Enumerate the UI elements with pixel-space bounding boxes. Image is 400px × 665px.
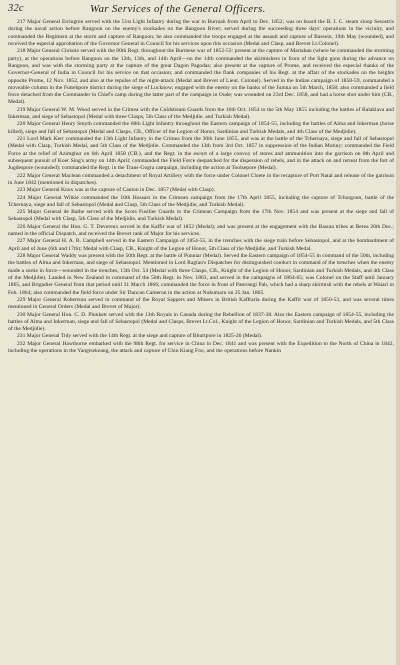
paragraph-229: 229 Major General Robertson served in command of the Royal Sappers and Miners in British Kaffraria during the Kaffir war of 1850-53, and was several times mentioned in General Orders (Medal and Brevet of Major). bbox=[8, 296, 394, 311]
paragraph-227: 227 Major General H. A. B. Campbell served in the Eastern Campaign of 1854-55, in the trenches with the siege train before Sebastopol, and at the bombardment of April and of June (6th and 17th); Medal with Clasp, CB., Knight of the Legion of Honor, 5th Class of the Medjidie, and Turkish Medal. bbox=[8, 238, 394, 252]
paragraph-218: 218 Major General Christie served with the 80th Regt. throughout the Burmese war of 1852-53: present at the capture of Martaban (where he commanded the storming party), at the operations before Rangoon on the 12th, 13th, and 14th April—on the 14th commanded the skirmishers in front of the light guns during the advance on Rangoon, and was with the storming party at the capture of the great Dagon Pagodas; also present at the capture of Prome, and received the especial thanks of the Governor-General of India in Council for his service on that occasion; and commanded the flank companies of his Regt. at the affair of the stockades on the heights opposite Prome, 12 Nov. 1852, and also at the repulse of the night-attack (Medal and Brevet of Lieut. Colonel). Served in the Indian campaign of 1858-59, commanded a moveable column in the Futtehpore district during the siege of Lucknow; engaged with the enemy on the banks of the Jumna on 5th March, 1858; also commanded a field force detached from the Commander in Chief's camp during the latter part of the campaign in Oude; was wounded on 23rd Dec. 1858, and had a horse shot under him (CB., Medal). bbox=[8, 48, 394, 106]
paragraph-219: 219 Major General W. M. Wood served in the Crimea with the Coldstream Guards from the 16th Oct. 1854 to the 5th May 1855 including the battles of Balaklava and Inkerman, and siege of Sebastopol (Medal with three Clasps, 5th Class of the Medjidie, and Turkish Medal). bbox=[8, 106, 394, 121]
paragraph-230: 230 Major General Hon. C. D. Plunkett served with the 13th Royals in Canada during the Rebellion of 1837-38. Also the Eastern campaign of 1854-55, including the battles of Alma and Inkerman, siege and fall of Sebastopol (Medal and Clasps, Brevet Lt.Col., Knight of the Legion of Honor, Sardinian and Turkish Medals, and 5th Class of the Medjidie). bbox=[8, 311, 394, 333]
page-edge bbox=[396, 0, 400, 665]
paragraph-225: 225 Major General de Bathe served with the Scots Fusilier Guards in the Crimean Campaign from the 17th Nov. 1854 and was present at the siege and fall of Sebastopol (Medal with Clasp, 5th Class of the Medjidie, and Turkish Medal). bbox=[8, 209, 394, 223]
paragraph-231: 231 Major General Tidy served with the 14th Regt. at the siege and capture of Bhurtpore in 1825-26 (Medal). bbox=[17, 333, 263, 340]
paragraph-222: 222 Major General Maclean commanded a detachment of Royal Artillery with the force under Colonel Cloete in the recapture of Port Natal and release of the garrison in June 1842 (mentioned in dispatches). bbox=[8, 172, 394, 186]
paragraph-224: 224 Major General Wilkie commanded the 10th Hussars in the Crimean campaign from the 17th April 1855, including the capture of Tchorgoun, battle of the Tchernaya, siege and fall of Sebastopol (Medal and Clasp, 5th Class of the Medjidie, and Turkish Medal). bbox=[8, 194, 394, 208]
paragraph-220: 220 Major General Henry Smyth commanded the 68th Light Infantry throughout the Eastern campaign of 1854-55, including the battles of Alma and Inkerman (horse killed), siege and fall of Sebastopol (Medal and Clasps, CB., Officer of the Legion of Honor, Sardinian and Turkish Medals, and 4th Class of the Medjidie). bbox=[8, 121, 394, 135]
body-text bbox=[8, 19, 394, 661]
paragraph-232: 232 Major General Hawthorne embarked with the 98th Regt. for service in China in Dec. 1841 and was present with the Expedition to the North of China in 1842, including the operations in the Yangtsekeang, the attack and capture of Chin Kiang Foo, and the operations before Nankin bbox=[8, 340, 394, 355]
page-header bbox=[8, 3, 392, 17]
paragraph-217: 217 Major General Errington served with the 51st Light Infantry during the war in Burmah from April to Dec. 1852; was on board the B. I. C. steam sloop Sesostris during the naval action before Rangoon on the enemy's stockades on the Rangoon River; served during the succeeding three days' operations in the vicinity, and commanded the Regiment at the storm and capture of Rangoon; he also commanded the troops engaged at the assault and capture of Bassein, 19th May (wounded), and received the especial approbation of the Governor General in Council for his services upon this occasion (Medal and Clasp, and Brevet Lt.Colonel). bbox=[8, 19, 394, 47]
paragraph-226: 226 Major General the Hon. G. T. Devereux served in the Kaffir war of 1852 (Medal); and was present at the engagement with the Basuta tribes at Berea 20th Dec.; named in the official Dispatch, and received the Brevet rank of Major for his services. bbox=[8, 223, 394, 238]
paragraph-223: 223 Major General Knox was at the capture of Canton in Dec. 1857 (Medal with Clasp). bbox=[17, 187, 216, 194]
paragraph-221: 221 Lord Mark Kerr commanded the 13th Light Infantry in the Crimea from the 30th June 1855, and was at the battle of the Tchernaya, siege and fall of Sebastopol (Medal with Clasp, Turkish Medal, and 5th Class of the Medjidie. Commanded the 13th from 3rd Oct. 1857 in suppression of the Indian Mutiny; commanded the Field Force at the relief of Azimghur on 6th April 1858 (CB.), and the Regt. in the escort of a large convoy of stores and ammunition into the garrison on 8th April and subsequent pursuit of Koer Sing's army on 14th April; commanded the Field Force despatched for the dispersion of rebels, and in the attack on and retreat from the fort of Jugdespore (wounded); commanded the Regt. in the Trans-Gogra campaign, including the action at Toolsepore (Medal). bbox=[8, 136, 394, 172]
running-head: War Services of the General Officers. bbox=[90, 3, 266, 15]
page-number: 32c bbox=[8, 3, 24, 14]
paragraph-228: 228 Major General Waddy was present with the 50th Regt. at the battle of Punniar (Medal). Served the Eastern campaign of 1854-55 in command of the 50th, including the battles of Alma and Inkerman, and siege of Sebastopol. Mentioned in Lord Raglan's Dispatches for distinguished conduct in command of the trenches when the enemy made a sortie in force—wounded in the trenches, 13th Oct. 54 (Medal with three Clasps, CB., Knight of the Legion of Honor, Sardinian and Turkish Medals, and 4th Class of the Medjidie). Landed in New Zealand in command of the 50th Regt. in Nov. 1863, and served in the campaigns of 1864-65; was Colonel on the Staff until January 1865, and Brigadier General from that period until 31 March 1866; commanded the force in front of Paterangi Pah, which had a sharp skirmish with the rebels at Waiari in Feb. 1864; also commanded the field force under Sir Duncan Cameron in the action at Nukumaru on 25 Jan. 1865. bbox=[8, 253, 394, 296]
